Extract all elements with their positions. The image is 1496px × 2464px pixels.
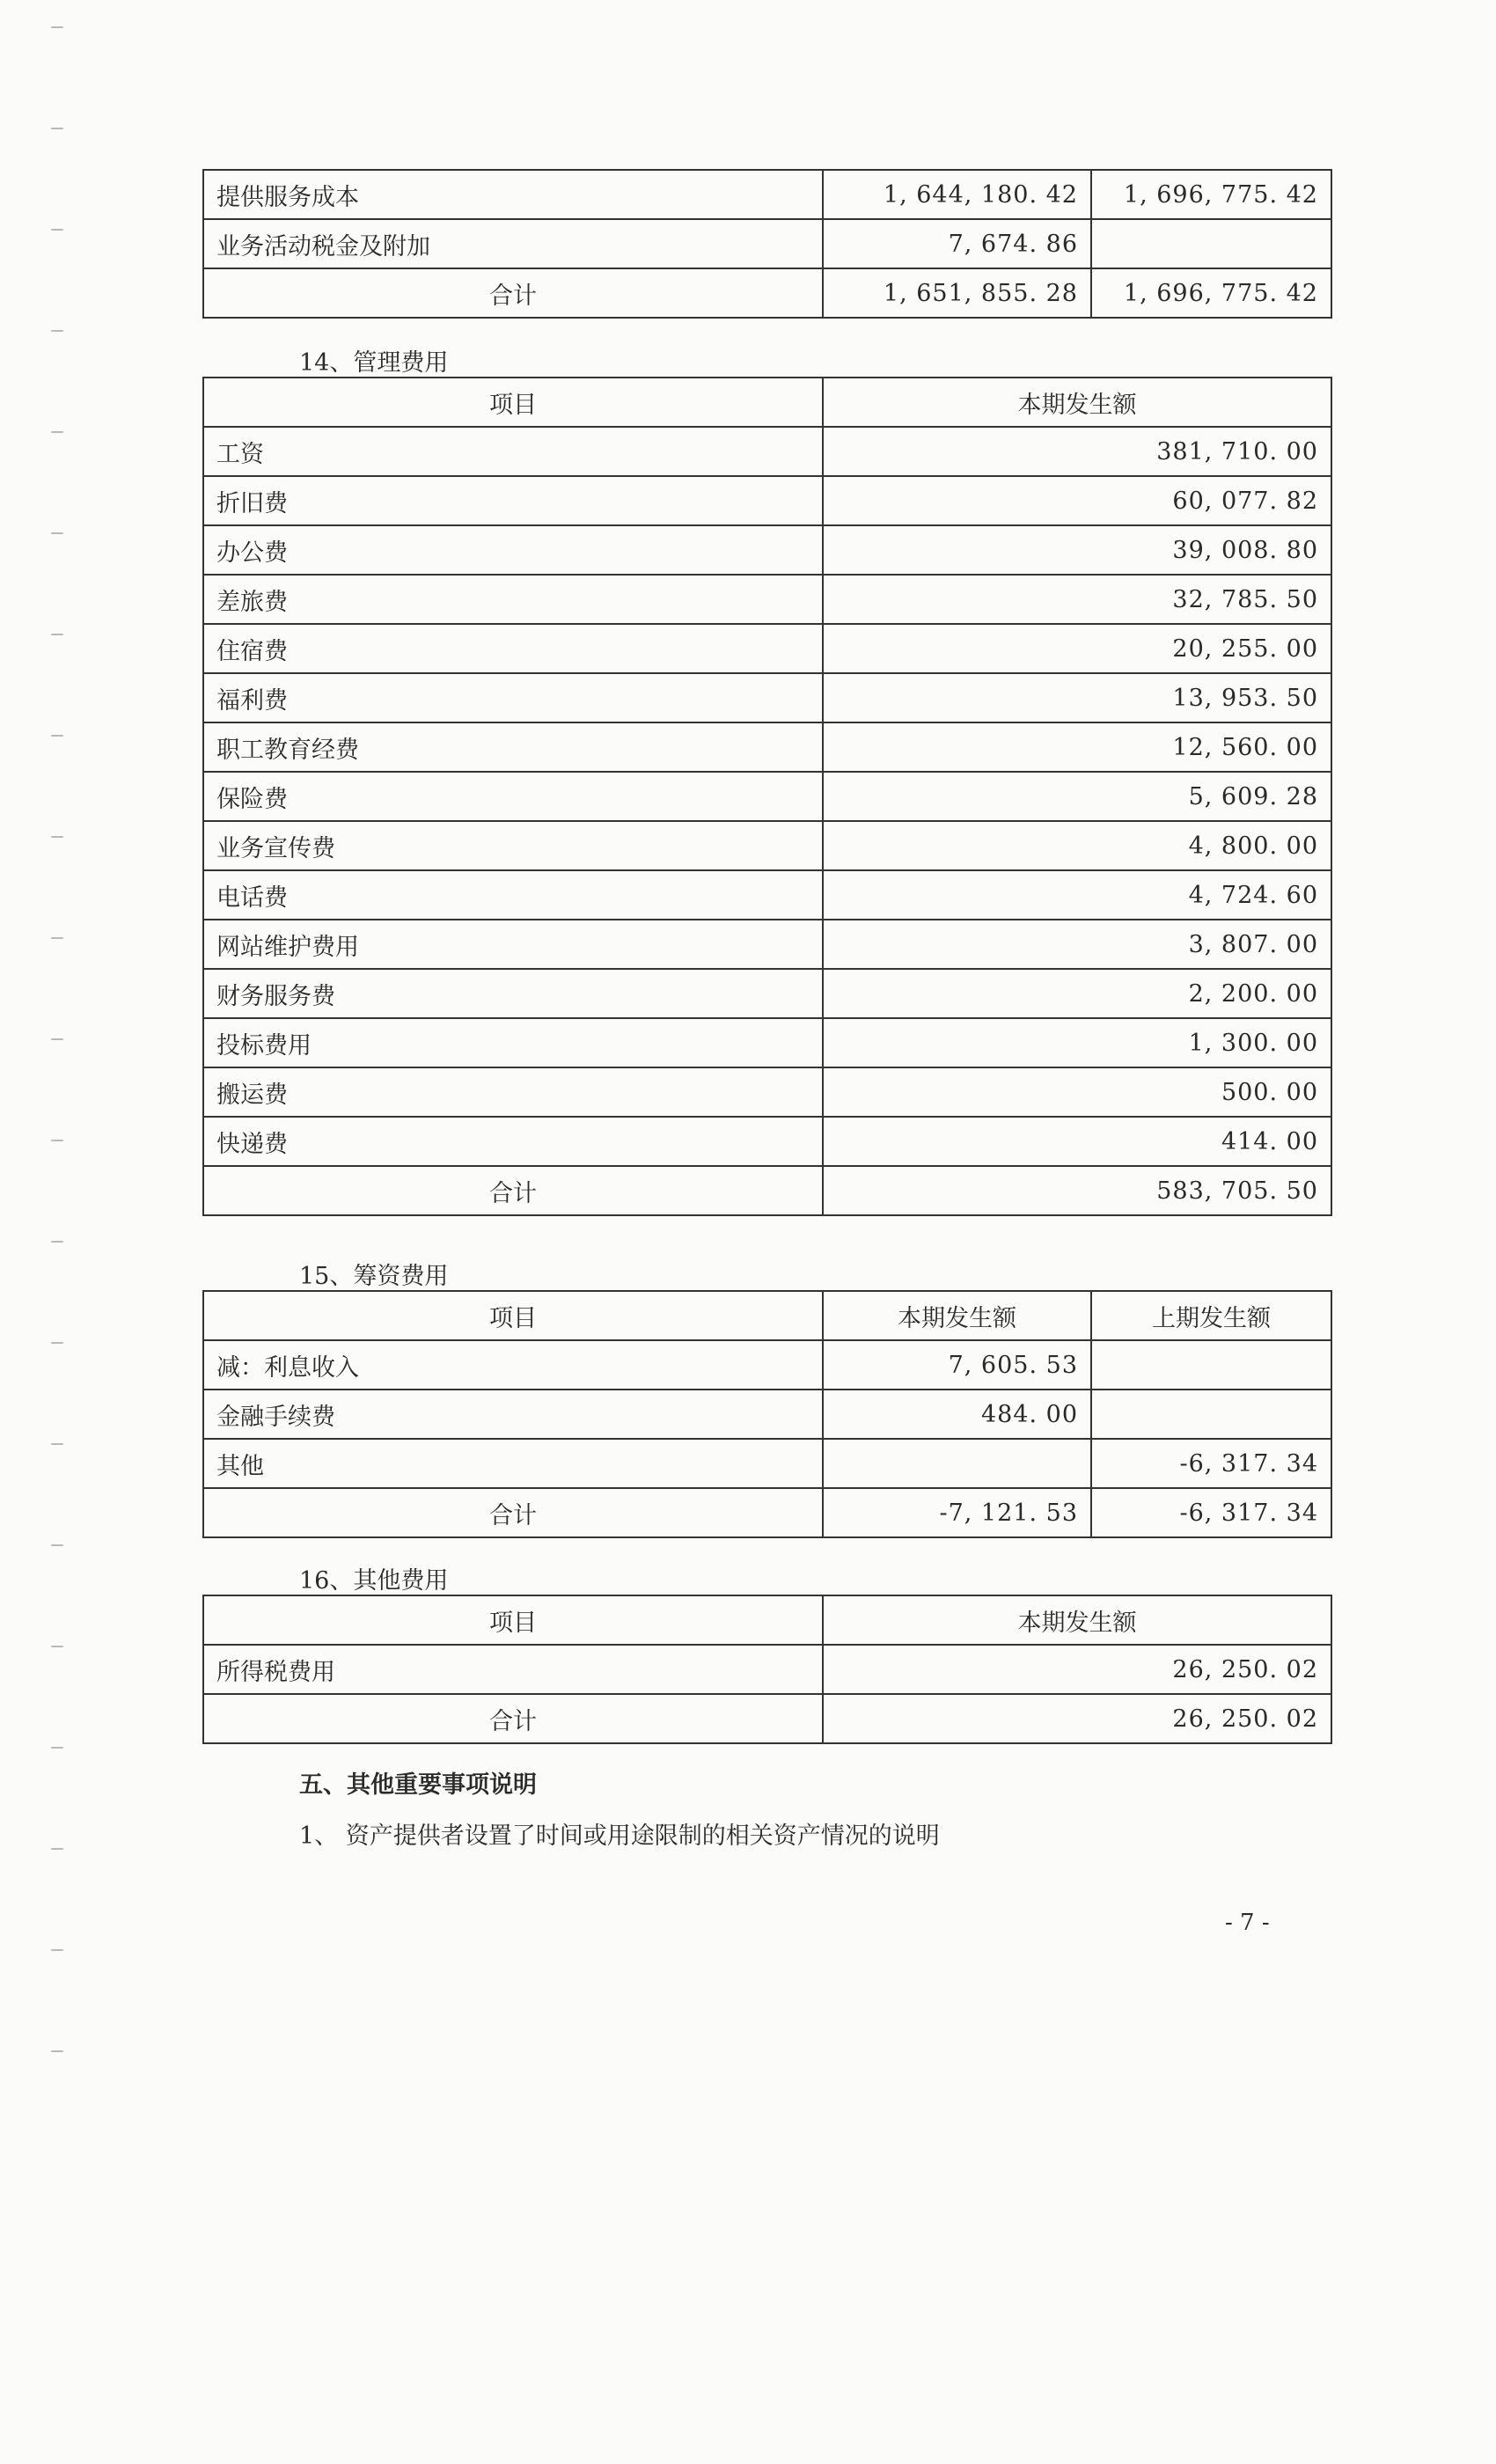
row-label: 金融手续费 <box>203 1390 823 1439</box>
total-current-value: 583, 705. 50 <box>823 1166 1331 1215</box>
table-row <box>203 969 1331 1018</box>
row-label: 业务活动税金及附加 <box>203 219 823 268</box>
row-current-value: 381, 710. 00 <box>823 427 1331 476</box>
row-label: 折旧费 <box>203 476 823 525</box>
table-row <box>203 1340 1331 1390</box>
row-label: 所得税费用 <box>203 1645 823 1694</box>
row-previous-value <box>1091 219 1331 268</box>
row-current-value: 32, 785. 50 <box>823 575 1331 624</box>
financing-expense-heading: 15、筹资费用 <box>299 1263 449 1290</box>
total-current-value: -7, 121. 53 <box>823 1488 1091 1537</box>
section-five-title: 五、其他重要事项说明 <box>299 1771 537 1799</box>
row-label: 快递费 <box>203 1117 823 1166</box>
row-label: 网站维护费用 <box>203 920 823 969</box>
cost-table <box>202 169 1332 319</box>
row-label: 办公费 <box>203 525 823 575</box>
row-current-value: 26, 250. 02 <box>823 1645 1331 1694</box>
row-label: 搬运费 <box>203 1067 823 1117</box>
row-current-value: 4, 724. 60 <box>823 870 1331 920</box>
row-current-value <box>823 1439 1091 1488</box>
table-row <box>203 476 1331 525</box>
table-row <box>203 920 1331 969</box>
total-previous-value: -6, 317. 34 <box>1091 1488 1331 1537</box>
total-row <box>203 268 1331 318</box>
row-label: 差旅费 <box>203 575 823 624</box>
table-row <box>203 1439 1331 1488</box>
row-label: 财务服务费 <box>203 969 823 1018</box>
total-label: 合计 <box>203 268 823 318</box>
table-row <box>203 624 1331 673</box>
column-header-current: 本期发生额 <box>823 1595 1331 1645</box>
column-header-item: 项目 <box>203 1291 823 1340</box>
row-current-value: 2, 200. 00 <box>823 969 1331 1018</box>
table-row <box>203 219 1331 268</box>
row-label: 职工教育经费 <box>203 722 823 772</box>
other-expense-table <box>202 1595 1332 1744</box>
column-header-previous: 上期发生额 <box>1091 1291 1331 1340</box>
management-expense-table <box>202 377 1332 1216</box>
row-current-value: 60, 077. 82 <box>823 476 1331 525</box>
financing-expense-table <box>202 1290 1332 1538</box>
row-label: 电话费 <box>203 870 823 920</box>
row-label: 投标费用 <box>203 1018 823 1067</box>
row-current-value: 1, 300. 00 <box>823 1018 1331 1067</box>
table-row <box>203 821 1331 870</box>
table-row <box>203 1645 1331 1694</box>
management-expense-heading: 14、管理费用 <box>299 349 449 377</box>
table-row <box>203 1018 1331 1067</box>
table-row <box>203 575 1331 624</box>
row-label: 提供服务成本 <box>203 170 823 219</box>
row-label: 业务宣传费 <box>203 821 823 870</box>
row-current-value: 7, 605. 53 <box>823 1340 1091 1390</box>
total-label: 合计 <box>203 1488 823 1537</box>
row-current-value: 484. 00 <box>823 1390 1091 1439</box>
row-current-value: 1, 644, 180. 42 <box>823 170 1091 219</box>
row-previous-value: -6, 317. 34 <box>1091 1439 1331 1488</box>
total-current-value: 1, 651, 855. 28 <box>823 268 1091 318</box>
table-header-row <box>203 1595 1331 1645</box>
table-row <box>203 673 1331 722</box>
row-current-value: 12, 560. 00 <box>823 722 1331 772</box>
total-previous-value: 1, 696, 775. 42 <box>1091 268 1331 318</box>
row-current-value: 4, 800. 00 <box>823 821 1331 870</box>
total-label: 合计 <box>203 1694 823 1743</box>
row-current-value: 3, 807. 00 <box>823 920 1331 969</box>
column-header-item: 项目 <box>203 378 823 427</box>
table-header-row <box>203 1291 1331 1340</box>
total-row <box>203 1166 1331 1215</box>
table-row <box>203 427 1331 476</box>
total-current-value: 26, 250. 02 <box>823 1694 1331 1743</box>
table-row <box>203 1067 1331 1117</box>
column-header-current: 本期发生额 <box>823 378 1331 427</box>
row-label: 减：利息收入 <box>203 1340 823 1390</box>
row-previous-value: 1, 696, 775. 42 <box>1091 170 1331 219</box>
row-label: 住宿费 <box>203 624 823 673</box>
row-current-value: 7, 674. 86 <box>823 219 1091 268</box>
table-row <box>203 870 1331 920</box>
total-row <box>203 1694 1331 1743</box>
row-current-value: 20, 255. 00 <box>823 624 1331 673</box>
table-header-row <box>203 378 1331 427</box>
row-previous-value <box>1091 1340 1331 1390</box>
section-five-item-1: 1、 资产提供者设置了时间或用途限制的相关资产情况的说明 <box>299 1822 940 1850</box>
table-row <box>203 772 1331 821</box>
row-current-value: 414. 00 <box>823 1117 1331 1166</box>
column-header-current: 本期发生额 <box>823 1291 1091 1340</box>
row-current-value: 500. 00 <box>823 1067 1331 1117</box>
other-expense-heading: 16、其他费用 <box>299 1567 449 1595</box>
row-label: 福利费 <box>203 673 823 722</box>
row-previous-value <box>1091 1390 1331 1439</box>
row-current-value: 39, 008. 80 <box>823 525 1331 575</box>
table-row <box>203 170 1331 219</box>
table-row <box>203 1117 1331 1166</box>
row-label: 保险费 <box>203 772 823 821</box>
row-label: 其他 <box>203 1439 823 1488</box>
total-label: 合计 <box>203 1166 823 1215</box>
table-row <box>203 1390 1331 1439</box>
table-row <box>203 722 1331 772</box>
table-row <box>203 525 1331 575</box>
row-label: 工资 <box>203 427 823 476</box>
row-current-value: 5, 609. 28 <box>823 772 1331 821</box>
row-current-value: 13, 953. 50 <box>823 673 1331 722</box>
page-number: - 7 - <box>1225 1910 1270 1936</box>
total-row <box>203 1488 1331 1537</box>
column-header-item: 项目 <box>203 1595 823 1645</box>
